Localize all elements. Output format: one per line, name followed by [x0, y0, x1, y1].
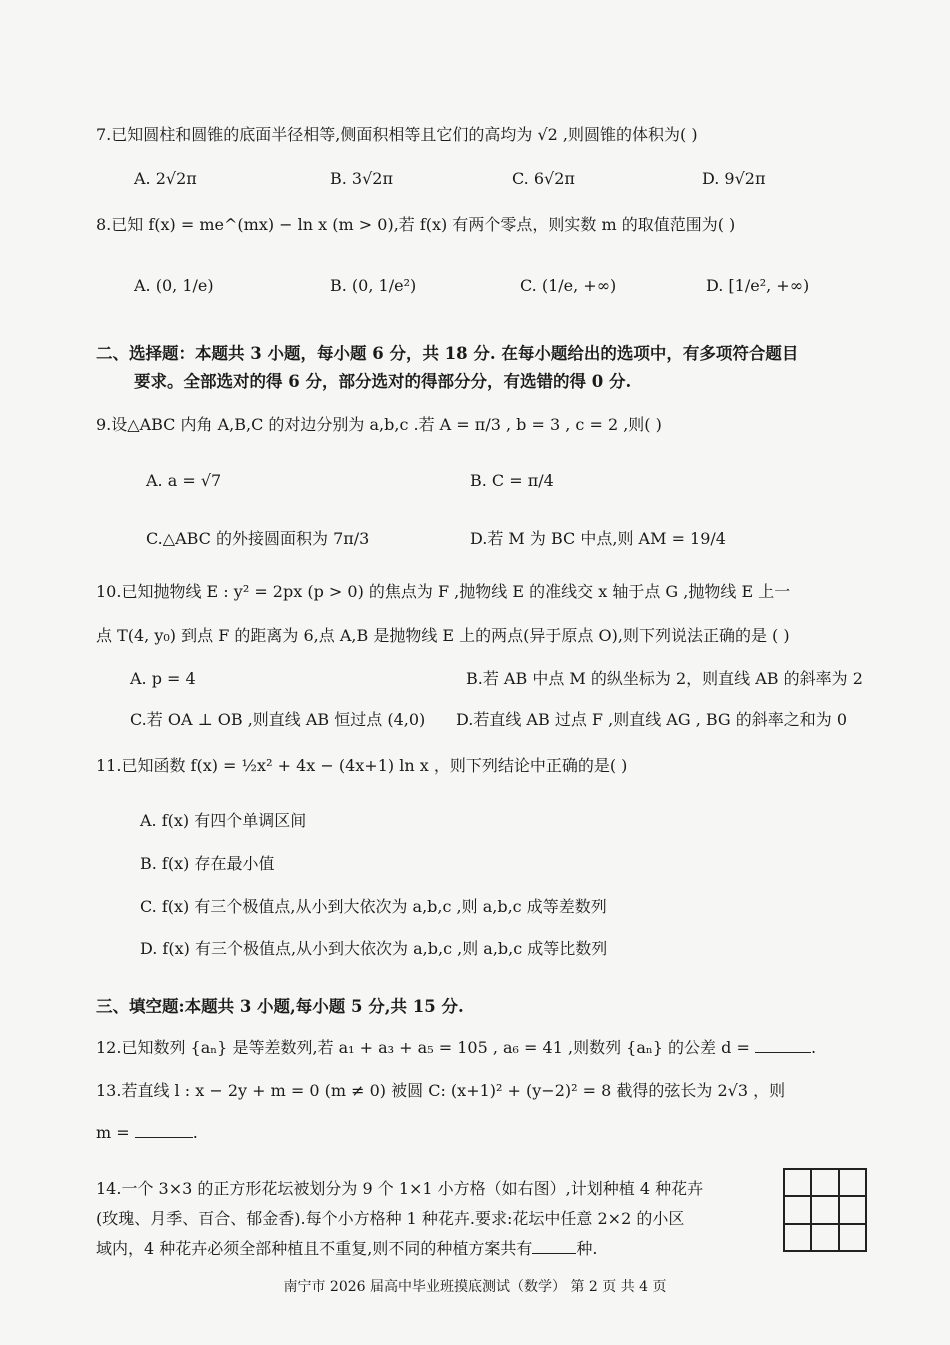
section2-header-line1: 二、选择题：本题共 3 小题，每小题 6 分，共 18 分. 在每小题给出的选项中，有多项符合题目 [96, 344, 799, 363]
q13-answer-line [96, 1122, 198, 1144]
q14-answer-blank[interactable] [532, 1253, 576, 1254]
q13-prefix: m = [96, 1123, 130, 1142]
q7-option-b: B. 3√2π [330, 169, 393, 188]
q9-option-c: C.△ABC 的外接圆面积为 7π/3 [146, 529, 370, 548]
q8-option-a: A. (0, 1/e) [134, 276, 214, 295]
q8-stem: 8.已知 f(x) = me^(mx) − ln x (m > 0),若 f(x) 有两个零点，则实数 m 的取值范围为( ) [96, 215, 736, 234]
q14-end: 种. [576, 1239, 598, 1258]
q12-answer-blank[interactable] [755, 1052, 811, 1053]
q12-stem [96, 1037, 816, 1059]
q7-option-c: C. 6√2π [512, 169, 575, 188]
q12-end: . [810, 1038, 817, 1057]
q10-stem-line2: 点 T(4, y₀) 到点 F 的距离为 6,点 A,B 是抛物线 E 上的两点(异于原点 O),则下列说法正确的是 ( ) [96, 626, 790, 645]
q9-option-a: A. a = √7 [146, 471, 222, 490]
grid-cell [839, 1224, 866, 1251]
grid-cell [839, 1169, 866, 1196]
grid-cell [811, 1196, 838, 1223]
q11-option-a: A. f(x) 有四个单调区间 [140, 811, 307, 830]
grid-cell [784, 1224, 811, 1251]
grid-cell [811, 1224, 838, 1251]
grid-cell [839, 1196, 866, 1223]
q9-option-d: D.若 M 为 BC 中点,则 AM = 19/4 [470, 529, 726, 548]
q14-text: 域内，4 种花卉必须全部种植且不重复,则不同的种植方案共有 [96, 1239, 533, 1258]
grid-cell [784, 1196, 811, 1223]
section2-header-line2: 要求。全部选对的得 6 分，部分选对的得部分分，有选错的得 0 分. [134, 372, 632, 391]
q9-stem: 9.设△ABC 内角 A,B,C 的对边分别为 a,b,c .若 A = π/3 , b = 3 , c = 2 ,则( ) [96, 415, 662, 434]
q14-line1: 14.一个 3×3 的正方形花坛被划分为 9 个 1×1 小方格（如右图）,计划种植 4 种花卉 [96, 1179, 704, 1198]
q7-stem: 7.已知圆柱和圆锥的底面半径相等,侧面积相等且它们的高均为 √2 ,则圆锥的体积为( ) [96, 125, 698, 144]
q8-option-d: D. [1/e², +∞) [706, 276, 810, 295]
q10-option-a: A. p = 4 [130, 669, 196, 688]
q11-option-d: D. f(x) 有三个极值点,从小到大依次为 a,b,c ,则 a,b,c 成等比数列 [140, 939, 608, 958]
q10-option-d: D.若直线 AB 过点 F ,则直线 AG , BG 的斜率之和为 0 [456, 710, 848, 729]
q14-line3 [96, 1238, 597, 1260]
q13-answer-blank[interactable] [135, 1137, 193, 1138]
q14-line2: (玫瑰、月季、百合、郁金香).每个小方格种 1 种花卉.要求:花坛中任意 2×2 的小区 [96, 1209, 685, 1228]
q11-option-c: C. f(x) 有三个极值点,从小到大依次为 a,b,c ,则 a,b,c 成等差数列 [140, 897, 607, 916]
q9-option-b: B. C = π/4 [470, 471, 554, 490]
q10-stem-line1: 10.已知抛物线 E : y² = 2px (p > 0) 的焦点为 F ,抛物线 E 的准线交 x 轴于点 G ,抛物线 E 上一 [96, 582, 791, 601]
q7-option-d: D. 9√2π [702, 169, 766, 188]
q12-text: 12.已知数列 {aₙ} 是等差数列,若 a₁ + a₃ + a₅ = 105 , a₆ = 41 ,则数列 {aₙ} 的公差 d = [96, 1038, 750, 1057]
q13-stem: 13.若直线 l : x − 2y + m = 0 (m ≠ 0) 被圆 C: (x+1)² + (y−2)² = 8 截得的弦长为 2√3 ，则 [96, 1081, 786, 1100]
q10-option-b: B.若 AB 中点 M 的纵坐标为 2，则直线 AB 的斜率为 2 [466, 669, 863, 688]
q11-stem: 11.已知函数 f(x) = ½x² + 4x − (4x+1) ln x ，则下列结论中正确的是( ) [96, 756, 628, 775]
q10-option-c: C.若 OA ⊥ OB ,则直线 AB 恒过点 (4,0) [130, 710, 426, 729]
page-footer: 南宁市 2026 届高中毕业班摸底测试（数学） 第 2 页 共 4 页 [283, 1279, 667, 1295]
grid-cell [784, 1169, 811, 1196]
grid-cell [811, 1169, 838, 1196]
q8-option-c: C. (1/e, +∞) [520, 276, 617, 295]
section3-header: 三、填空题:本题共 3 小题,每小题 5 分,共 15 分. [96, 997, 464, 1016]
q13-end: . [192, 1123, 198, 1142]
q7-option-a: A. 2√2π [134, 169, 197, 188]
flowerbed-grid-figure [783, 1168, 867, 1252]
q8-option-b: B. (0, 1/e²) [330, 276, 417, 295]
q11-option-b: B. f(x) 存在最小值 [140, 854, 275, 873]
